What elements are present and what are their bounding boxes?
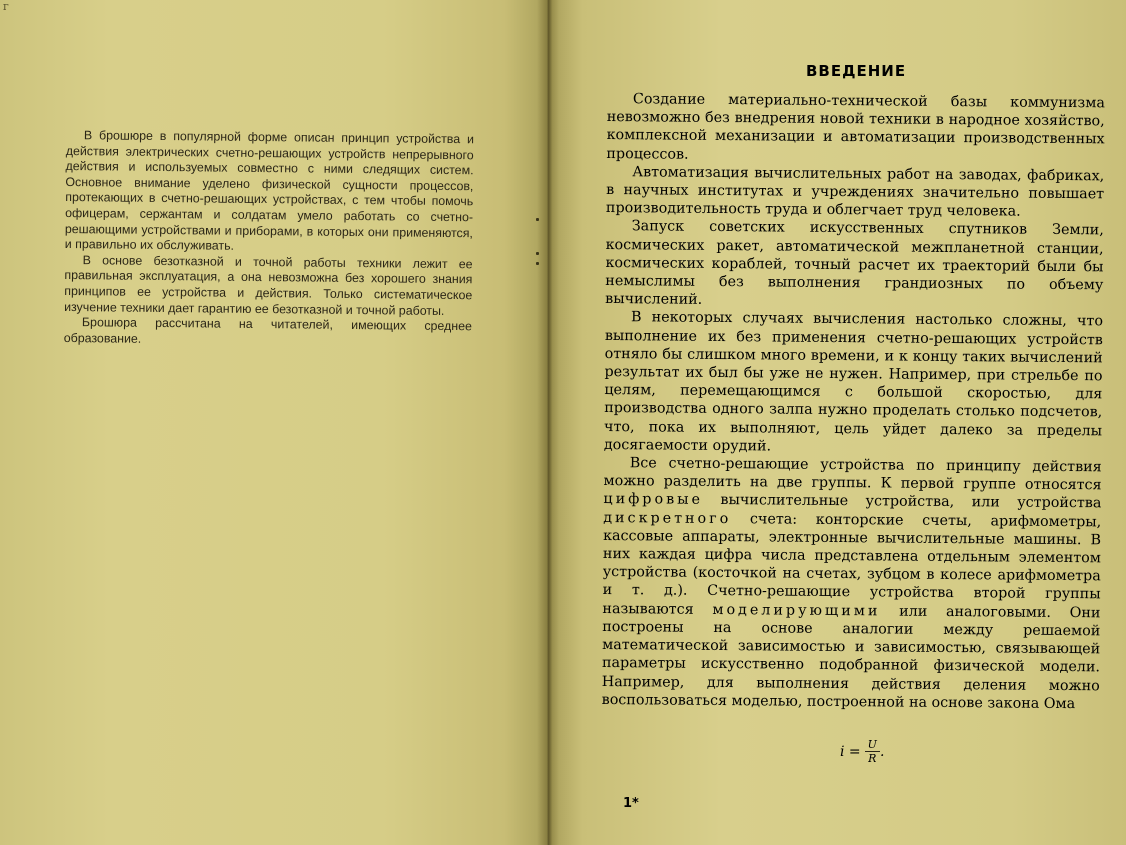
- body-paragraph: Запуск советских искусственных спутников Земли, космических ракет, автоматической межпланетной станции, космических кораблей, точный расчет их траекторий были бы немыслимы без выполнения грандиозных по объему вычислений.: [605, 218, 1104, 309]
- page-title: ВВЕДЕНИЕ: [806, 62, 907, 80]
- body-paragraph: Создание материально-технической базы коммунизма невозможно без внедрения новой техники в народное хозяйство, комплексной механизации и автоматизации производственных процессов.: [606, 91, 1105, 163]
- formula-fraction: [865, 738, 880, 765]
- annotation-text: [64, 128, 474, 351]
- annotation-paragraph: Брошюра рассчитана на читателей, имеющих среднее образование.: [63, 315, 473, 346]
- annotation-paragraph: В основе безотказной и точной работы техники лежит ее правильная эксплуатация, а она невозможна без хорошего знания принципов ее устройства и действия. Только систематическое изучение техники дает гарантию ее безотказной и точной работы.: [64, 252, 473, 318]
- emphasis-term: дискретного: [603, 509, 732, 527]
- emphasis-term: цифровые: [603, 491, 704, 509]
- text-run: Все счетно-решающие устройства по принципу действия можно разделить на две группы. К первой группе относятся: [603, 455, 1102, 494]
- formula-numerator: U: [865, 738, 880, 752]
- formula-denominator: R: [868, 752, 877, 765]
- text-run: вычислительные устройства, или устройства: [702, 492, 1102, 512]
- book-gutter: [537, 0, 559, 845]
- formula-end: .: [879, 743, 885, 760]
- body-paragraph: В некоторых случаях вычисления настолько сложны, что выполнение их без применения счетно-решающих устройств отняло бы слишком много времени, и к концу таких вычислений результат их был бы уже не нужен. Например, при стрельбе по целям, перемещающимся с большой скоростью, для производства одного залпа нужно проделать столько подсчетов, что, пока их выполняют, цель уйдет далеко за пределы досягаемости орудий.: [603, 309, 1104, 455]
- binding-stitch: [536, 252, 539, 255]
- introduction-text: [602, 90, 1105, 713]
- binding-stitch: [536, 218, 539, 221]
- text-run: счета: конторские счеты, арифмометры, кассовые аппараты, электронные вычислительные машины. В них каждая цифра числа представлена отдельным элементом устройства (косточкой на счетах, зубцом в колесе арифмометра и т. д.). Счетно-решающие устройства второй группы называются: [602, 510, 1102, 618]
- signature-mark: 1*: [623, 796, 639, 811]
- annotation-paragraph: В брошюре в популярной форме описан принцип устройства и действия электрических счетно-решающих устройств непрерывного действия и используемых совместно с ними следящих систем. Основное внимание уделено физической сущности процессов, протекающих в счетно-решающих устройствах, с тем чтобы помочь офицерам, сержантам и солдатам умело работать со счетно-решающими устройствами и приборами, в которых они применяются, и правильно их обслуживать.: [64, 128, 474, 253]
- corner-mark: г: [3, 0, 9, 13]
- body-paragraph: Автоматизация вычислительных работ на заводах, фабриках, в научных институтах и учреждениях значительно повышает производительность труда и облегчает труд человека.: [605, 164, 1105, 220]
- binding-stitch: [536, 262, 539, 265]
- text-run: или аналоговыми. Они построены на основе аналогии между решаемой математической зависимостью и зависимостью, связывающей параметры искусственно подобранной физической модели. Например, для выполнения действия деления можно воспользоваться моделью, построенной на основе закона Ома: [601, 603, 1101, 712]
- emphasis-term: моделирующими: [712, 601, 881, 620]
- formula-lhs: i =: [840, 743, 861, 760]
- ohm-law-formula: [840, 738, 884, 765]
- left-page: [0, 0, 548, 845]
- body-paragraph: [602, 454, 1102, 713]
